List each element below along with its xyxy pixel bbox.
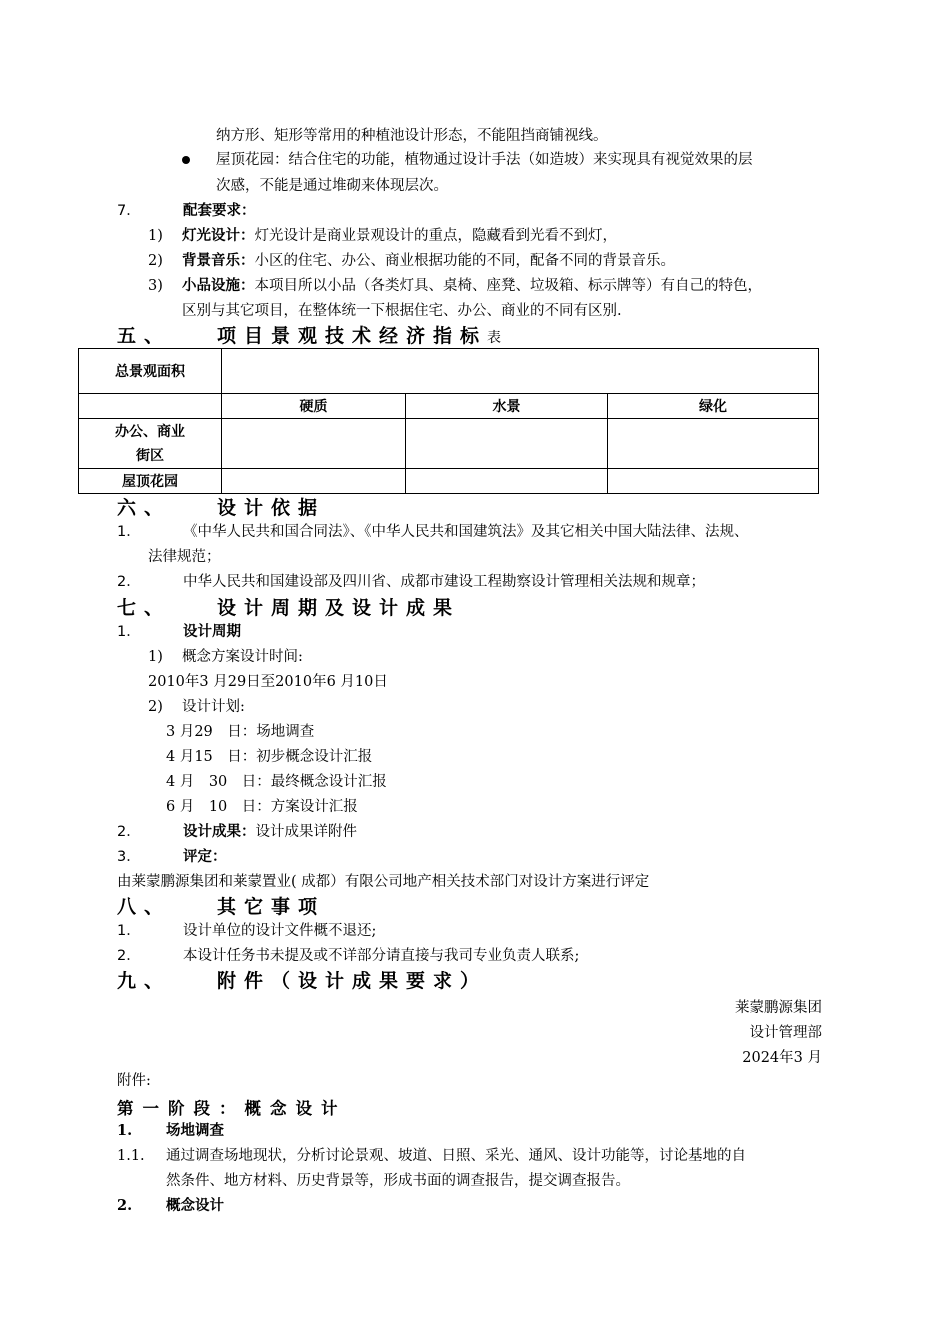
section-heading bbox=[117, 323, 501, 351]
item-label: 背景音乐： bbox=[182, 252, 255, 269]
list-item bbox=[117, 1196, 224, 1216]
table-cell bbox=[608, 419, 819, 469]
text-line: 纳方形、矩形等常用的种植池设计形态，不能阻挡商铺视线。 bbox=[216, 128, 608, 144]
item-text: 场地调查 bbox=[166, 1122, 224, 1139]
list-item bbox=[117, 522, 749, 542]
item-text: 本设计任务书未提及或不详部分请直接与我司专业负责人联系; bbox=[183, 948, 580, 964]
table-header-cell: 水景 bbox=[406, 394, 608, 419]
heading-title: 其它事项 bbox=[217, 896, 326, 918]
text-line: 次感，不能是通过堆砌来体现层次。 bbox=[216, 178, 448, 194]
table-cell bbox=[222, 469, 406, 494]
item-number: 1． bbox=[117, 624, 141, 640]
item-label: 小品设施： bbox=[182, 277, 255, 294]
list-item bbox=[117, 622, 241, 642]
table-cell: 屋顶花园 bbox=[79, 469, 222, 494]
list-item bbox=[148, 251, 675, 271]
plan-item: 4 月 30 日：最终概念设计汇报 bbox=[166, 774, 387, 790]
item-text: 小区的住宅、办公、商业根据功能的不同，配备不同的背景音乐。 bbox=[254, 253, 675, 269]
text-line: 屋顶花园：结合住宅的功能，植物通过设计手法（如造坡）来实现具有视觉效果的层 bbox=[216, 152, 753, 168]
item-text: 通过调查场地现状，分析讨论景观、坡道、日照、采光、通风、设计功能等，讨论基地的自 bbox=[166, 1148, 746, 1164]
bullet-icon bbox=[182, 156, 190, 164]
row-label: 街区 bbox=[136, 447, 164, 464]
item-number: 2) bbox=[148, 253, 163, 269]
item-text: 设计计划: bbox=[182, 699, 245, 715]
item-label: 设计成果： bbox=[183, 823, 256, 840]
table-cell bbox=[222, 419, 406, 469]
section-heading bbox=[117, 595, 460, 621]
section-7-heading bbox=[117, 201, 256, 221]
item-number: 2. bbox=[117, 1197, 133, 1214]
item-text: 中华人民共和国建设部及四川省、成都市建设工程勘察设计管理相关法规和规章； bbox=[183, 574, 705, 590]
list-item bbox=[148, 276, 762, 296]
table-cell bbox=[406, 469, 608, 494]
heading-number: 六、 bbox=[117, 497, 172, 519]
plan-item: 3 月29 日：场地调查 bbox=[166, 724, 315, 740]
text-line: 由莱蒙鹏源集团和莱蒙置业( 成都）有限公司地产相关技术部门对设计方案进行评定 bbox=[117, 874, 650, 890]
table-header-cell: 绿化 bbox=[608, 394, 819, 419]
item-number: 7． bbox=[117, 203, 141, 219]
item-number: 2． bbox=[117, 824, 141, 840]
row-label: 办公、商业 bbox=[115, 423, 185, 440]
plan-item: 4 月15 日：初步概念设计汇报 bbox=[166, 749, 373, 765]
section-heading bbox=[117, 968, 487, 994]
table-cell bbox=[79, 394, 222, 419]
item-text: 《中华人民共和国合同法》、《中华人民共和国建筑法》及其它相关中国大陆法律、法规、 bbox=[183, 524, 749, 540]
item-number: 1.1. bbox=[117, 1148, 145, 1164]
text-line: 区别与其它项目，在整体统一下根据住宅、办公、商业的不同有区别. bbox=[182, 303, 622, 319]
appendix-label: 附件: bbox=[117, 1073, 151, 1089]
heading-number: 九、 bbox=[117, 970, 172, 992]
item-number: 3) bbox=[148, 278, 163, 294]
item-text: 设计周期 bbox=[183, 623, 241, 640]
item-number: 3． bbox=[117, 849, 141, 865]
indicator-table bbox=[78, 348, 819, 494]
table-header-cell: 硬质 bbox=[222, 394, 406, 419]
table-cell: 总景观面积 bbox=[79, 349, 222, 394]
table-cell bbox=[222, 349, 819, 394]
date-range: 2010年3 月29日至2010年6 月10日 bbox=[148, 674, 388, 690]
section-heading bbox=[117, 495, 325, 521]
heading-number: 八、 bbox=[117, 896, 172, 918]
item-number: 1． bbox=[117, 524, 141, 540]
sign-org: 莱蒙鹏源集团 bbox=[735, 1000, 822, 1016]
item-label: 灯光设计： bbox=[182, 227, 255, 244]
item-text: 概念方案设计时间: bbox=[182, 649, 303, 665]
list-item bbox=[117, 572, 705, 592]
item-number: 1． bbox=[117, 923, 141, 939]
heading-number: 七、 bbox=[117, 597, 172, 619]
item-text: 本项目所以小品（各类灯具、桌椅、座凳、垃圾箱、标示牌等）有自己的特色， bbox=[254, 278, 762, 294]
sign-dept: 设计管理部 bbox=[749, 1025, 822, 1041]
heading-title: 设计依据 bbox=[217, 497, 326, 519]
heading-title: 项目景观技术经济指标 bbox=[217, 325, 488, 347]
list-item bbox=[117, 822, 357, 842]
text-line: 然条件、地方材料、历史背景等，形成书面的调查报告，提交调查报告。 bbox=[166, 1173, 630, 1189]
heading-suffix: 表 bbox=[487, 330, 502, 346]
item-number: 2) bbox=[148, 699, 163, 715]
list-item bbox=[117, 847, 227, 867]
list-item bbox=[148, 647, 303, 667]
list-item bbox=[117, 946, 579, 966]
item-number: 2． bbox=[117, 574, 141, 590]
list-item bbox=[148, 697, 245, 717]
list-item bbox=[117, 1146, 746, 1166]
item-text: 设计成果详附件 bbox=[255, 824, 357, 840]
list-item bbox=[148, 226, 617, 246]
table-cell bbox=[608, 469, 819, 494]
stage-heading: 第一阶段：概念设计 bbox=[117, 1099, 347, 1118]
text-line: 法律规范； bbox=[148, 549, 221, 565]
item-number: 1) bbox=[148, 649, 163, 665]
item-text: 评定： bbox=[183, 848, 227, 865]
table-cell bbox=[79, 419, 222, 469]
list-item bbox=[117, 1121, 224, 1141]
item-number: 1. bbox=[117, 1122, 133, 1139]
item-text: 灯光设计是商业景观设计的重点，隐藏看到光看不到灯， bbox=[254, 228, 617, 244]
item-number: 1) bbox=[148, 228, 163, 244]
heading-title: 附件（设计成果要求） bbox=[217, 970, 488, 992]
item-text: 设计单位的设计文件概不退还; bbox=[183, 923, 377, 939]
item-number: 2． bbox=[117, 948, 141, 964]
heading-number: 五、 bbox=[117, 325, 172, 347]
list-item bbox=[117, 921, 376, 941]
item-text: 概念设计 bbox=[166, 1197, 224, 1214]
item-title: 配套要求： bbox=[183, 202, 256, 219]
sign-date: 2024年3 月 bbox=[742, 1050, 822, 1066]
table-cell bbox=[406, 419, 608, 469]
heading-title: 设计周期及设计成果 bbox=[217, 597, 461, 619]
plan-item: 6 月 10 日：方案设计汇报 bbox=[166, 799, 358, 815]
section-heading bbox=[117, 894, 325, 920]
